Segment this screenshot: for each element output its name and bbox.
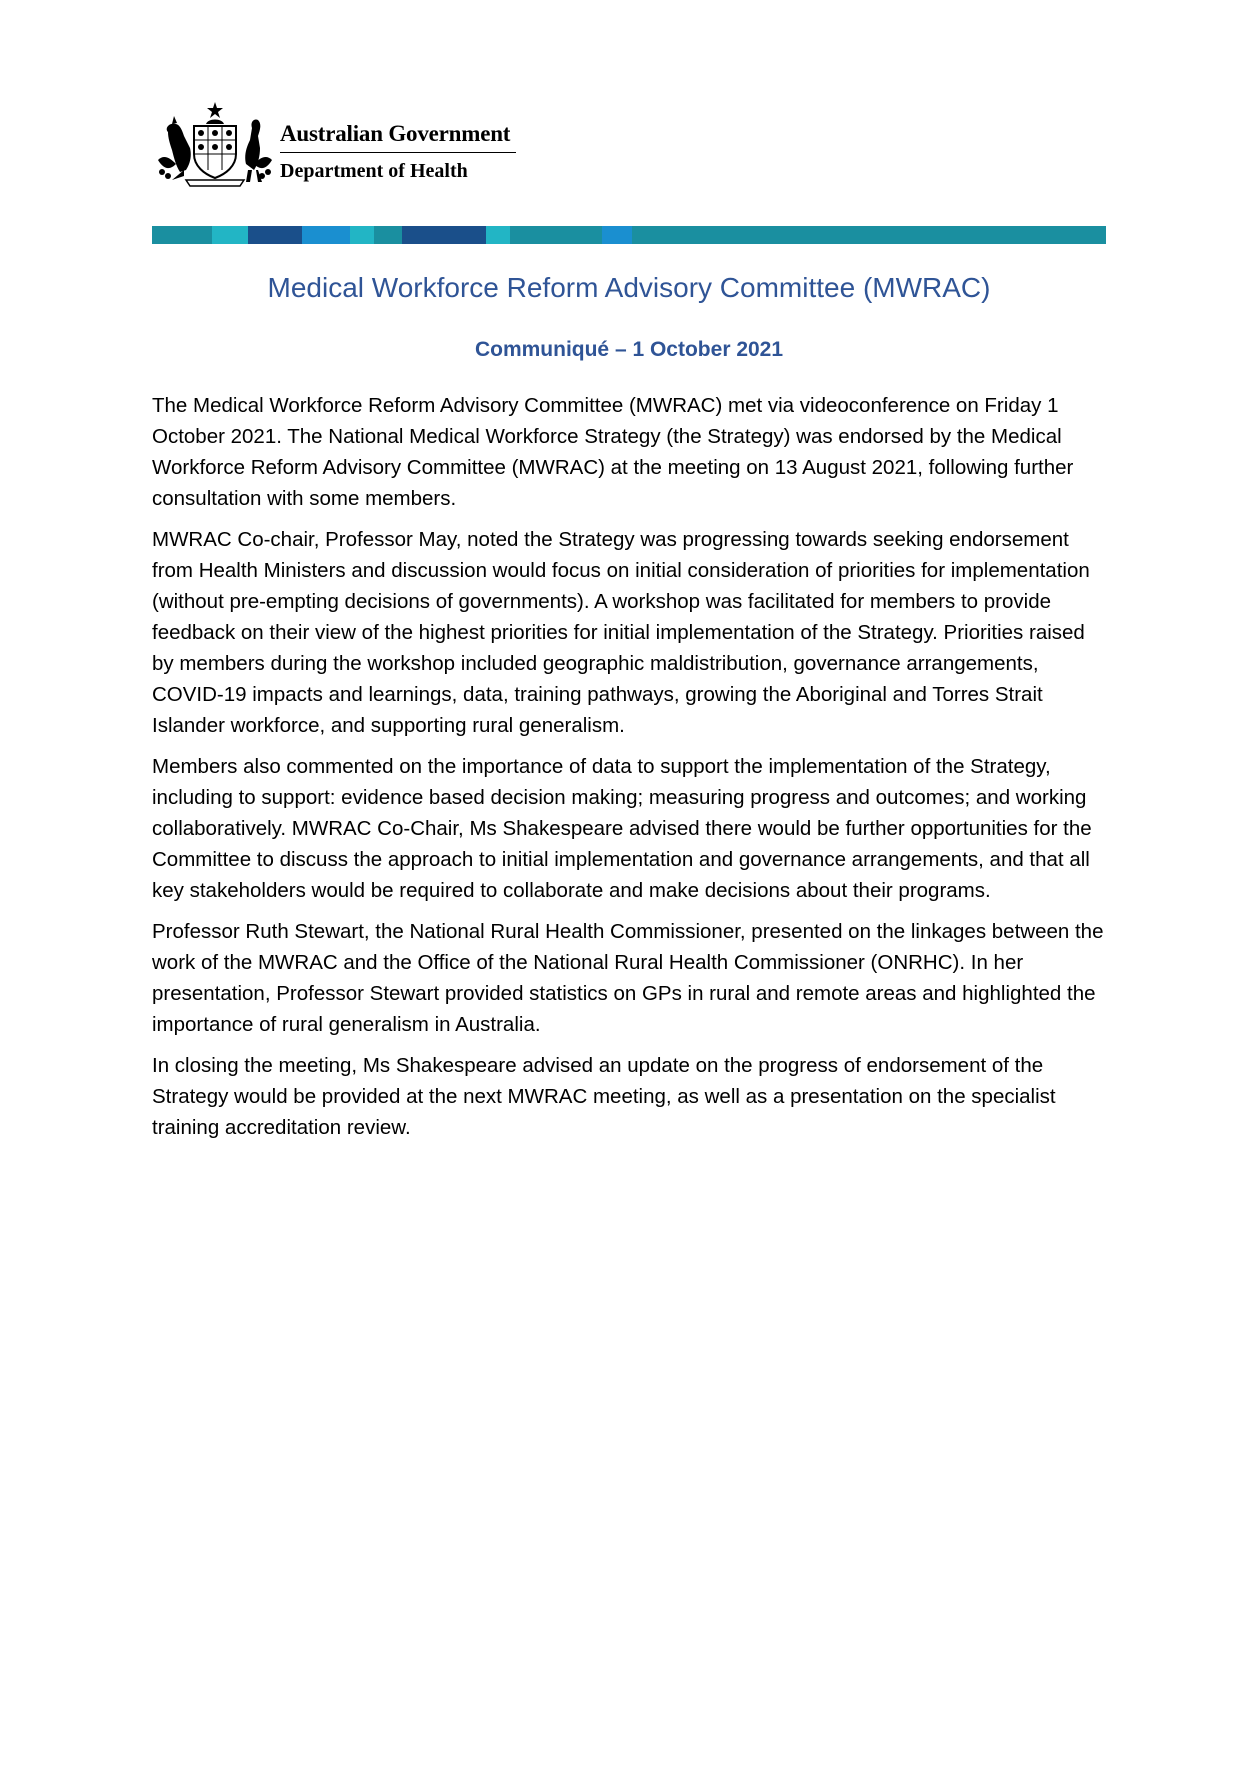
stripe-segment [374,226,402,244]
stripe-segment [632,226,1106,244]
stripe-segment [212,226,248,244]
page-title: Medical Workforce Reform Advisory Committee (MWRAC) [267,272,991,303]
header-color-stripe [152,226,1106,244]
paragraph: In closing the meeting, Ms Shakespeare advised an update on the progress of endorsement of the Strategy would be provided at the next MWRAC meeting, as well as a presentation on the specialist training accreditation review. [152,1054,1056,1139]
government-name: Australian Government [280,120,516,153]
coat-of-arms-icon [150,100,280,190]
stripe-segment [302,226,350,244]
agency-name-block [280,120,540,183]
stripe-segment [486,226,510,244]
stripe-segment [248,226,302,244]
stripe-segment [152,226,212,244]
paragraph: Members also commented on the importance of data to support the implementation of the Strategy, including to support: evidence based decision making; measuring progress and outcomes; and working collaboratively. MWRAC Co-Chair, Ms Shakespeare advised there would be further opportunities for the Committee to discuss the approach to initial implementation and governance arrangements, and that all key stakeholders would be required to collaborate and make decisions about their programs. [152,755,1092,902]
page-subtitle: Communiqué – 1 October 2021 [474,338,784,361]
stripe-segment [402,226,486,244]
stripe-segment [350,226,374,244]
paragraph: The Medical Workforce Reform Advisory Committee (MWRAC) met via videoconference on Friday 1 October 2021. The National Medical Workforce Strategy (the Strategy) was endorsed by the Medical Workforce Reform Advisory Committee (MWRAC) at the meeting on 13 August 2021, following further consultation with some members. [152,394,1074,510]
department-name: Department of Health [280,160,468,182]
paragraph: Professor Ruth Stewart, the National Rural Health Commissioner, presented on the linkages between the work of the MWRAC and the Office of the National Rural Health Commissioner (ONRHC). In her presentation, Professor Stewart provided statistics on GPs in rural and remote areas and highlighted the importance of rural generalism in Australia. [152,920,1104,1036]
stripe-segment [602,226,632,244]
document-header [150,100,550,190]
document-body [152,390,1106,1153]
paragraph: MWRAC Co-chair, Professor May, noted the Strategy was progressing towards seeking endorsement from Health Ministers and discussion would focus on initial consideration of priorities for implementation (without pre-empting decisions of governments). A workshop was facilitated for members to provide feedback on their view of the highest priorities for initial implementation of the Strategy. Priorities raised by members during the workshop included geographic maldistribution, governance arrangements, COVID-19 impacts and learnings, data, training pathways, growing the Aboriginal and Torres Strait Islander workforce, and supporting rural generalism. [152,528,1090,737]
stripe-segment [510,226,602,244]
